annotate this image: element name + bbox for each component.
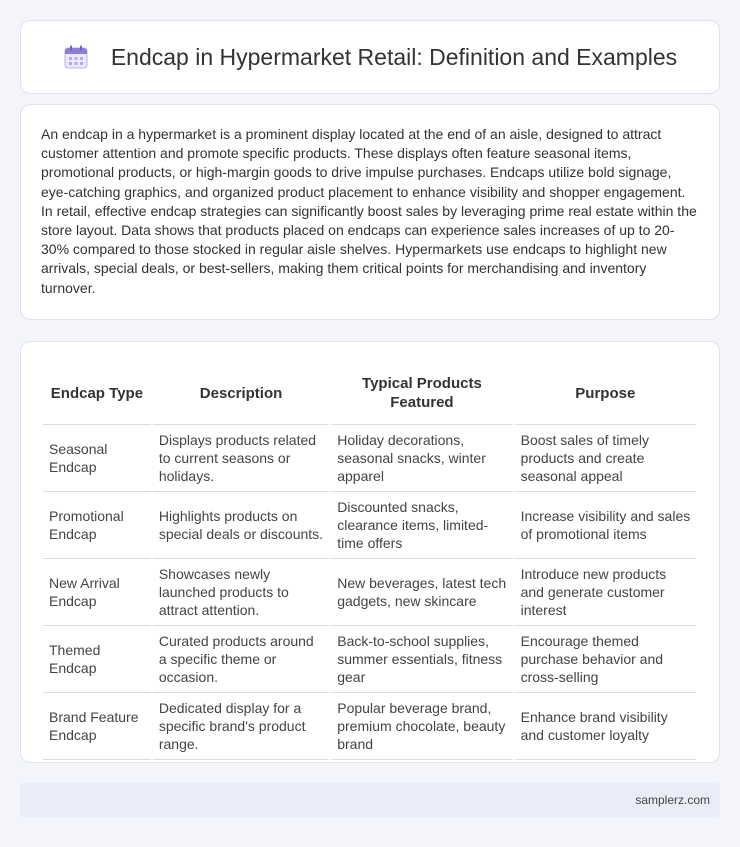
- cell-endcap-type: New Arrival Endcap: [43, 559, 151, 626]
- cell-description: Highlights products on special deals or discounts.: [153, 492, 329, 559]
- header-endcap-type: Endcap Type: [43, 362, 151, 425]
- cell-purpose: Introduce new products and generate customer interest: [515, 559, 696, 626]
- footer-site-link[interactable]: samplerz.com: [635, 793, 710, 807]
- header-purpose: Purpose: [515, 362, 696, 425]
- table-card: [20, 341, 720, 763]
- cell-endcap-type: Brand Feature Endcap: [43, 693, 151, 760]
- header-description: Description: [153, 362, 329, 425]
- table-row: [43, 492, 696, 559]
- table-row: [43, 559, 696, 626]
- table-row: [43, 693, 696, 760]
- cell-endcap-type: Themed Endcap: [43, 626, 151, 693]
- intro-paragraph: An endcap in a hypermarket is a prominent display located at the end of an aisle, designed to attract customer attention and promote specific products. These displays often feature seasonal items, promotional products, or high-margin goods to drive impulse purchases. Endcaps utilize bold signage, eye-catching graphics, and organized product placement to enhance visibility and shopper engagement. In retail, effective endcap strategies can significantly boost sales by leveraging prime real estate within the store layout. Data shows that products placed on endcaps can experience sales increases of up to 20-30% compared to those stocked in regular aisle shelves. Hypermarkets use endcaps to highlight new arrivals, special deals, or best-sellers, making them critical points for merchandising and inventory turnover.: [41, 126, 697, 296]
- cell-purpose: Encourage themed purchase behavior and cross-selling: [515, 626, 696, 693]
- cell-description: Showcases newly launched products to attract attention.: [153, 559, 329, 626]
- footer-bar: [20, 783, 720, 817]
- cell-endcap-type: Promotional Endcap: [43, 492, 151, 559]
- endcap-table: [41, 362, 698, 760]
- cell-purpose: Enhance brand visibility and customer loyalty: [515, 693, 696, 760]
- intro-card: [20, 104, 720, 320]
- title-card: [20, 20, 720, 94]
- cell-purpose: Increase visibility and sales of promotional items: [515, 492, 696, 559]
- table-row: [43, 626, 696, 693]
- cell-typical-products: Back-to-school supplies, summer essentials, fitness gear: [331, 626, 512, 693]
- cell-endcap-type: Seasonal Endcap: [43, 425, 151, 492]
- cell-description: Displays products related to current seasons or holidays.: [153, 425, 329, 492]
- cell-typical-products: Holiday decorations, seasonal snacks, winter apparel: [331, 425, 512, 492]
- table-header-row: [43, 362, 696, 425]
- cell-typical-products: New beverages, latest tech gadgets, new skincare: [331, 559, 512, 626]
- cell-typical-products: Popular beverage brand, premium chocolate, beauty brand: [331, 693, 512, 760]
- cell-purpose: Boost sales of timely products and create seasonal appeal: [515, 425, 696, 492]
- cell-description: Curated products around a specific theme or occasion.: [153, 626, 329, 693]
- calendar-icon: [63, 44, 89, 70]
- table-row: [43, 425, 696, 492]
- cell-description: Dedicated display for a specific brand's product range.: [153, 693, 329, 760]
- title-wrap: [63, 44, 677, 71]
- header-typical-products: Typical Products Featured: [331, 362, 512, 425]
- page-title: Endcap in Hypermarket Retail: Definition and Examples: [110, 43, 678, 70]
- cell-typical-products: Discounted snacks, clearance items, limited-time offers: [331, 492, 512, 559]
